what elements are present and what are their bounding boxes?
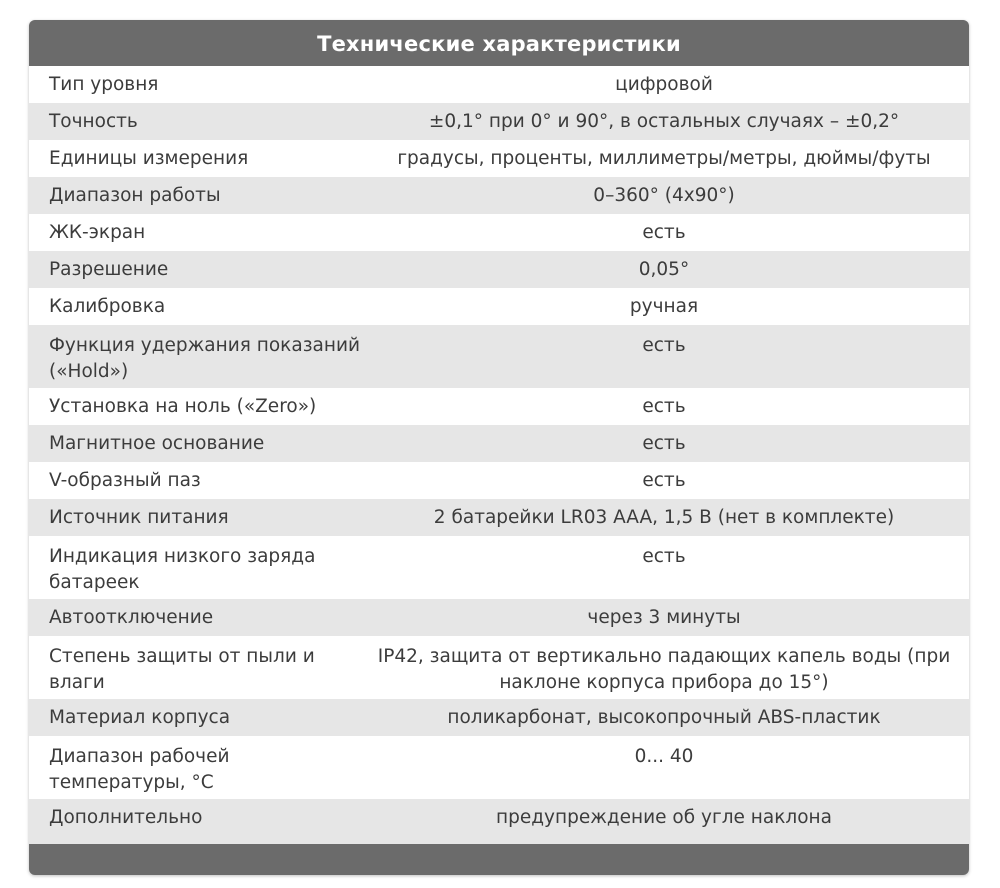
table-row — [29, 636, 969, 699]
spec-label: ЖК-экран — [49, 222, 146, 243]
table-row — [29, 325, 969, 388]
table-row — [29, 140, 969, 177]
table-row — [29, 251, 969, 288]
spec-label: Разрешение — [49, 259, 169, 280]
table-row — [29, 536, 969, 599]
table-row — [29, 499, 969, 536]
table-title: Технические характеристики — [29, 20, 969, 66]
table-row — [29, 736, 969, 799]
spec-label: Диапазон работы — [49, 185, 221, 206]
spec-label: Степень защиты от пыли и влаги — [49, 646, 315, 693]
spec-value: градусы, проценты, миллиметры/метры, дюймы/футы — [397, 148, 931, 169]
spec-value: IP42, защита от вертикально падающих капель воды (при наклоне корпуса прибора до 15°) — [377, 646, 951, 693]
table-row — [29, 388, 969, 425]
spec-value: ±0,1° при 0° и 90°, в остальных случаях – ±0,2° — [428, 111, 900, 132]
specifications-card — [29, 20, 969, 875]
spec-label: Тип уровня — [49, 74, 159, 95]
table-row — [29, 177, 969, 214]
table-row — [29, 425, 969, 462]
spec-label: Установка на ноль («Zero») — [49, 396, 317, 417]
spec-label: Диапазон рабочей температуры, °С — [49, 746, 230, 793]
spec-label: Магнитное основание — [49, 433, 265, 454]
spec-label: Автоотключение — [49, 607, 214, 628]
spec-value: есть — [642, 546, 686, 567]
spec-value: предупреждение об угле наклона — [496, 807, 832, 828]
spec-label: Точность — [49, 111, 138, 132]
table-row — [29, 214, 969, 251]
spec-value: есть — [642, 433, 686, 454]
table-row — [29, 103, 969, 140]
spec-value: ручная — [629, 296, 699, 317]
table-row — [29, 462, 969, 499]
spec-label: V-образный паз — [49, 470, 201, 491]
spec-label: Единицы измерения — [49, 148, 249, 169]
spec-value: есть — [642, 470, 686, 491]
spec-value: есть — [642, 222, 686, 243]
table-row — [29, 799, 969, 836]
spec-value: 0,05° — [638, 259, 690, 280]
spec-value: 0–360° (4х90°) — [593, 185, 735, 206]
table-footer-bar — [29, 844, 969, 875]
spec-value: 2 батарейки LR03 AAA, 1,5 В (нет в комплекте) — [433, 507, 895, 528]
specifications-table — [29, 66, 969, 836]
spec-label: Источник питания — [49, 507, 229, 528]
table-row — [29, 699, 969, 736]
spec-label: Калибровка — [49, 296, 166, 317]
table-row — [29, 599, 969, 636]
spec-label: Дополнительно — [49, 807, 203, 828]
table-row — [29, 288, 969, 325]
spec-label: Материал корпуса — [49, 707, 231, 728]
spec-value: 0... 40 — [634, 746, 694, 767]
spec-value: поликарбонат, высокопрочный ABS-пластик — [447, 707, 881, 728]
spec-value: есть — [642, 335, 686, 356]
table-row — [29, 66, 969, 103]
spec-value: цифровой — [615, 74, 713, 95]
spec-value: через 3 минуты — [587, 607, 741, 628]
spec-value: есть — [642, 396, 686, 417]
spec-label: Индикация низкого заряда батареек — [49, 546, 316, 593]
spec-label: Функция удержания показаний («Hold») — [49, 335, 361, 382]
